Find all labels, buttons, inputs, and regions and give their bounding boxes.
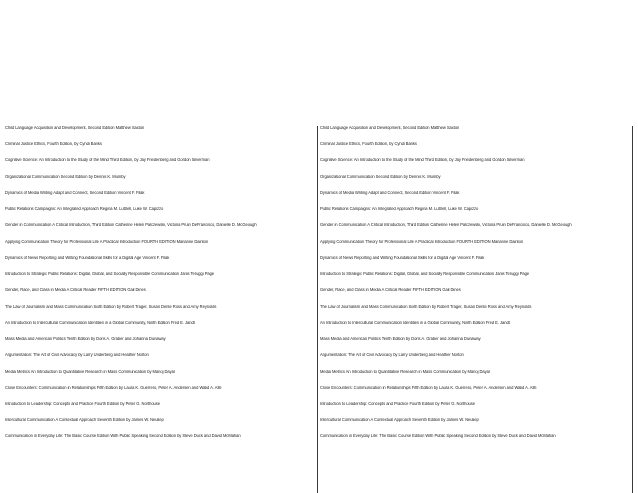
right-column: [319, 126, 633, 493]
list-item: Gender, Race, and Class in Media A Critical Reader FIFTH EDITION Gail Dines: [320, 288, 461, 293]
list-item: Close Encounters: Communication in Relationships Fifth Edition by Laura K. Guerrero, Peter A. Andersen and Walid A. Afifi: [5, 385, 222, 390]
list-item: Introduction to Leadership: Concepts and Practice Fourth Edition by Peter G. Northouse: [320, 401, 475, 406]
list-item: Argumentation: The Art of Civil Advocacy by Larry Underberg and Heather Norton: [320, 353, 464, 358]
list-item: Cognitive Science: An Introduction to the Study of the Mind Third Edition, by Jay Friedenberg and Gordon Silverman: [5, 158, 210, 163]
list-item: Introduction to Leadership: Concepts and Practice Fourth Edition by Peter G. Northouse: [5, 401, 160, 406]
list-item: Organizational Communication Second Edition by Dennis K. Mumby: [5, 174, 126, 179]
list-item: Gender in Communication A Critical Introduction, Third Edition Catherine Helen Palczewski, Victoria Pruin DeFrancisco, Danielle D. McGeough: [5, 223, 257, 228]
list-item: An Introduction to Intercultural Communication Identities in a Global Community, Ninth Edition Fred E. Jandt: [320, 320, 510, 325]
list-item: Communication in Everyday Life: The Basic Course Edition With Public Speaking Second Edition by Steve Duck and David McMahan: [320, 434, 556, 439]
list-item: Applying Communication Theory for Professional Life A Practical Introduction FOURTH EDITION Marianne Dainton: [320, 239, 524, 244]
list-item: Media Metrics An Introduction to Quantitative Research in Mass Communication by Manoj Dayal: [5, 369, 175, 374]
list-item: Dynamics of News Reporting and Writing Foundational Skills for a Digital Age Vincent F. Filak: [320, 255, 485, 260]
list-item: Mass Media and American Politics Tenth Edition by Doris A. Graber and Johanna Dunaway: [5, 337, 166, 342]
list-item: Child Language Acquisition and Development, Second Edition Matthew Saxton: [320, 126, 460, 130]
list-item: Communication in Everyday Life: The Basic Course Edition With Public Speaking Second Edition by Steve Duck and David McMahan: [5, 434, 241, 439]
list-item: An Introduction to Intercultural Communication Identities in a Global Community, Ninth Edition Fred E. Jandt: [5, 320, 195, 325]
left-column: [4, 126, 318, 493]
list-item: Applying Communication Theory for Professional Life A Practical Introduction FOURTH EDITION Marianne Dainton: [5, 239, 209, 244]
list-item: Mass Media and American Politics Tenth Edition by Doris A. Graber and Johanna Dunaway: [320, 337, 481, 342]
list-item: Close Encounters: Communication in Relationships Fifth Edition by Laura K. Guerrero, Peter A. Andersen and Walid A. Afifi: [320, 385, 537, 390]
list-item: Introduction to Strategic Public Relations: Digital, Global, and Socially Responsible Communication Janis Teruggi Page: [5, 272, 215, 277]
list-item: Dynamics of Media Writing Adapt and Connect, Second Edition Vincent F. Filak: [320, 190, 460, 195]
list-item: Argumentation: The Art of Civil Advocacy by Larry Underberg and Heather Norton: [5, 353, 149, 358]
list-item: Criminal Justice Ethics, Fourth Edition, by Cyndi Banks: [5, 142, 102, 147]
list-item: Organizational Communication Second Edition by Dennis K. Mumby: [320, 174, 441, 179]
list-item: Child Language Acquisition and Development, Second Edition Matthew Saxton: [5, 126, 145, 130]
list-item: Introduction to Strategic Public Relations: Digital, Global, and Socially Responsible Communication Janis Teruggi Page: [320, 272, 530, 277]
list-item: Cognitive Science: An Introduction to the Study of the Mind Third Edition, by Jay Friedenberg and Gordon Silverman: [320, 158, 525, 163]
list-item: Gender, Race, and Class in Media A Critical Reader FIFTH EDITION Gail Dines: [5, 288, 146, 293]
list-item: Gender in Communication A Critical Introduction, Third Edition Catherine Helen Palczewski, Victoria Pruin DeFrancisco, Danielle D. McGeough: [320, 223, 572, 228]
list-item: The Law of Journalism and Mass Communication Sixth Edition by Robert Trager, Susan Dente Ross and Amy Reynolds: [5, 304, 217, 309]
list-item: Dynamics of News Reporting and Writing Foundational Skills for a Digital Age Vincent F. Filak: [5, 255, 170, 260]
list-item: Criminal Justice Ethics, Fourth Edition, by Cyndi Banks: [320, 142, 417, 147]
list-item: The Law of Journalism and Mass Communication Sixth Edition by Robert Trager, Susan Dente Ross and Amy Reynolds: [320, 304, 532, 309]
list-item: Public Relations Campaigns: An Integrated Approach Regina M. Luttrell, Luke W. Capizzo: [5, 207, 164, 212]
list-item: Intercultural Communication A Contextual Approach Seventh Edition by James W. Neuliep: [5, 418, 164, 423]
list-item: Intercultural Communication A Contextual Approach Seventh Edition by James W. Neuliep: [320, 418, 479, 423]
list-item: Dynamics of Media Writing Adapt and Connect, Second Edition Vincent F. Filak: [5, 190, 145, 195]
list-item: Public Relations Campaigns: An Integrated Approach Regina M. Luttrell, Luke W. Capizzo: [320, 207, 479, 212]
list-item: Media Metrics An Introduction to Quantitative Research in Mass Communication by Manoj Dayal: [320, 369, 490, 374]
